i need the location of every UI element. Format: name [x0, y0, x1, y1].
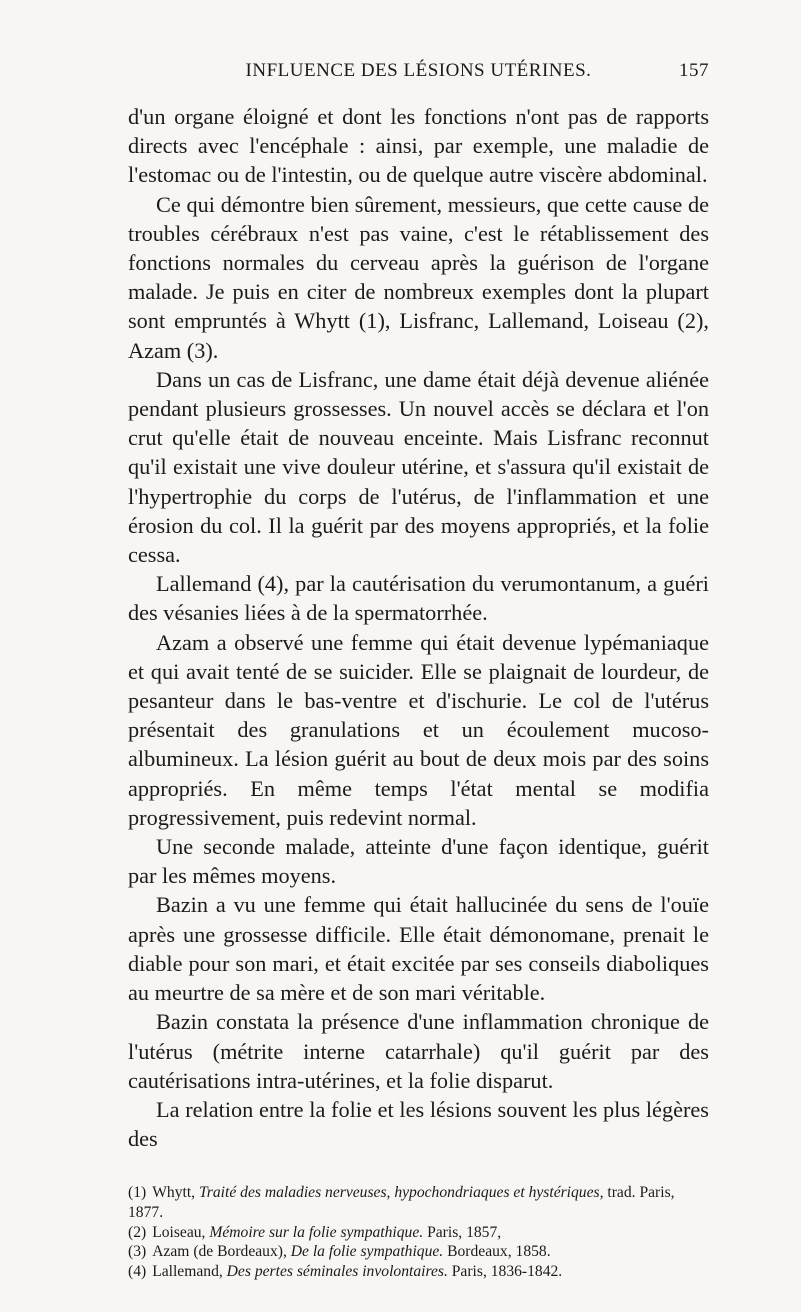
footnote-author: Lallemand, — [152, 1262, 223, 1280]
footnote-author: Loiseau, — [152, 1223, 206, 1241]
paragraph: d'un organe éloigné et dont les fonctions n'ont pas de rapports directs avec l'encéphale : ainsi, par exemple, une maladie de l'estomac ou de l'intestin, ou de quelque autre viscère abdominal. — [128, 104, 709, 188]
footnote-rest: Paris, 1836-1842. — [451, 1262, 563, 1280]
footnote-title: Traité des maladies nerveuses, hypochondriaques et hystériques, — [198, 1184, 604, 1202]
paragraph: Dans un cas de Lisfranc, une dame était déjà devenue aliénée pendant plusieurs grossesses. Un nouvel accès se déclara et l'on crut qu'elle était de nouveau enceinte. Mais Lisfranc reconnut qu'il existait une vive douleur utérine, et s'assura qu'il existait de l'hypertrophie du corps de l'utérus, de l'inflammation et une érosion du col. Il la guérit par des moyens appropriés, et la folie cessa. — [128, 366, 709, 568]
paragraph: Bazin constata la présence d'une inflammation chronique de l'utérus (métrite interne catarrhale) qu'il guérit par des cautérisations intra-utérines, et la folie disparut. — [128, 1009, 709, 1093]
page-number: 157 — [679, 60, 709, 81]
footnote — [128, 1183, 709, 1222]
footnote — [128, 1262, 709, 1282]
paragraph: Ce qui démontre bien sûrement, messieurs, que cette cause de troubles cérébraux n'est pas vaine, c'est le rétablissement des fonctions normales du cerveau après la guérison de l'organe malade. Je puis en citer de nombreux exemples dont la plupart sont empruntés à Whytt (1), Lisfranc, Lallemand, Loiseau (2), Azam (3). — [128, 191, 709, 363]
footnote-rest: trad. Paris, 1877. — [128, 1184, 675, 1221]
paragraph: La relation entre la folie et les lésions souvent les plus légères des — [128, 1096, 709, 1152]
paragraph: Lallemand (4), par la cautérisation du verumontanum, a guéri des vésanies liées à de la spermatorrhée. — [128, 571, 709, 626]
body-text — [128, 102, 709, 1153]
footnote-rest: Bordeaux, 1858. — [447, 1243, 551, 1261]
footnotes — [128, 1183, 709, 1281]
footnote — [128, 1223, 709, 1243]
paragraph: Bazin a vu une femme qui était hallucinée du sens de l'ouïe après une grossesse difficile. Elle était démonomane, prenait le diable pour son mari, et était excitée par ses conseils diaboliques au meurtre de sa mère et de son mari véritable. — [128, 892, 709, 1006]
footnote-title: Des pertes séminales involontaires. — [226, 1262, 448, 1280]
footnote-rest: Paris, 1857, — [427, 1223, 502, 1241]
footnote — [128, 1242, 709, 1262]
footnote-author: Azam (de Bordeaux), — [152, 1243, 287, 1261]
footnote-title: De la folie sympathique. — [290, 1243, 444, 1261]
footnote-number: (2) — [128, 1223, 147, 1241]
paragraph: Azam a observé une femme qui était devenue lypémaniaque et qui avait tenté de se suicider. Elle se plaignait de lourdeur, de pesanteur dans le bas-ventre et d'ischurie. Le col de l'utérus présentait des granulations et un écoulement mucoso-albumineux. La lésion guérit au bout de deux mois par des soins appropriés. En même temps l'état mental se modifia progressivement, puis redevint normal. — [128, 629, 709, 830]
footnote-author: Whytt, — [152, 1184, 196, 1202]
running-head — [128, 60, 709, 90]
footnote-title: Mémoire sur la folie sympathique. — [209, 1223, 424, 1241]
footnote-number: (3) — [128, 1243, 147, 1261]
running-title: INFLUENCE DES LÉSIONS UTÉRINES. — [245, 60, 592, 81]
paragraph: Une seconde malade, atteinte d'une façon identique, guérit par les mêmes moyens. — [128, 834, 709, 889]
footnote-number: (1) — [128, 1184, 147, 1202]
footnote-number: (4) — [128, 1262, 147, 1280]
